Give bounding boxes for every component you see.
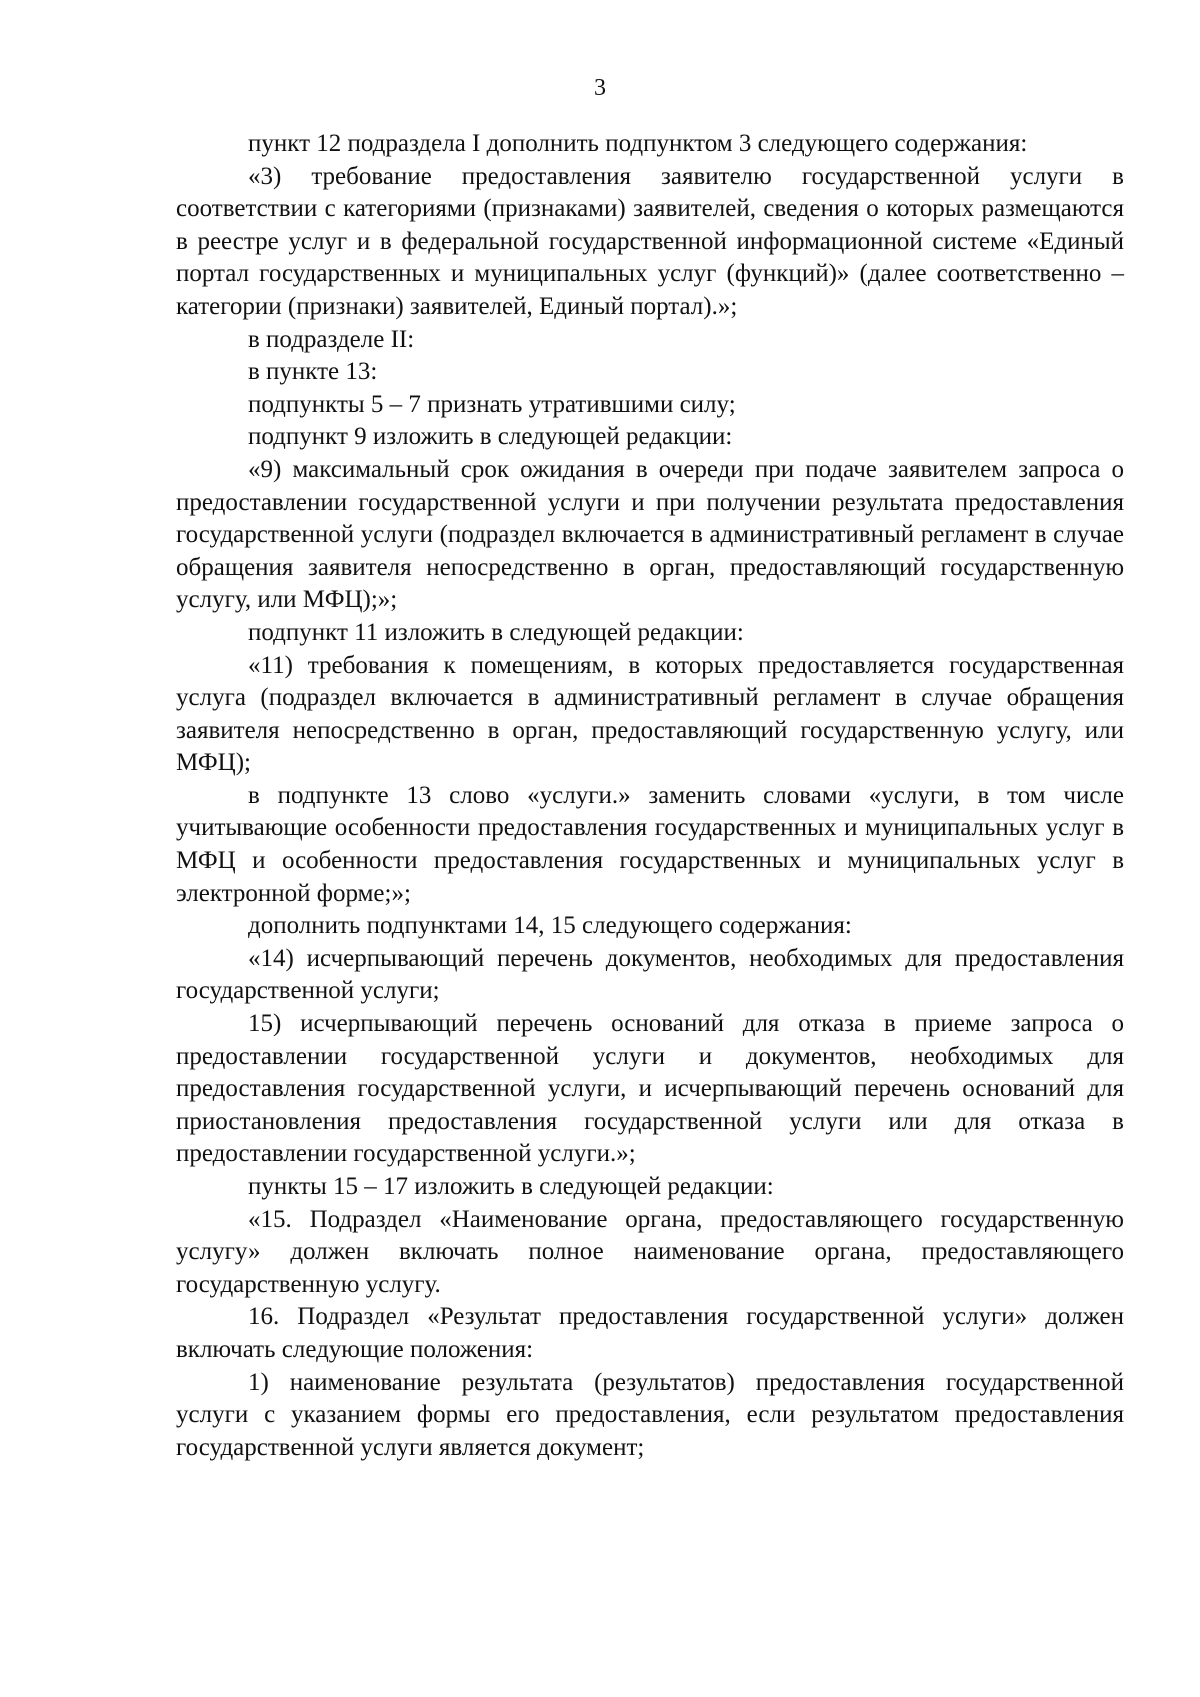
- paragraph-9: «11) требования к помещениям, в которых предоставляется государственная услуга (подраздел включается в административный регламент в случае обращения заявителя непосредственно в орган, предоставляющий государственную услугу, или МФЦ);: [176, 651, 1124, 777]
- paragraph-14: пункты 15 – 17 изложить в следующей редакции:: [248, 1173, 774, 1200]
- paragraph-11: дополнить подпунктами 14, 15 следующего содержания:: [248, 912, 852, 940]
- paragraph-5: подпункты 5 – 7 признать утратившими силу;: [248, 390, 736, 418]
- paragraph-10: в подпункте 13 слово «услуги.» заменить словами «услуги, в том числе учитывающие особенности предоставления государственных и муниципальных услуг в МФЦ и особенности предоставления государственных и муниципальных услуг в электронной форме;»;: [176, 781, 1124, 907]
- document-body: [176, 128, 1124, 1464]
- paragraph-15: «15. Подраздел «Наименование органа, предоставляющего государственную услугу» должен включать полное наименование органа, предоставляющего государственную услугу.: [176, 1205, 1124, 1298]
- page-number: 3: [594, 75, 606, 101]
- paragraph-7: «9) максимальный срок ожидания в очереди при подаче заявителем запроса о предоставлении государственной услуги и при получении результата предоставления государственной услуги (подраздел включается в административный регламент в случае обращения заявителя непосредственно в орган, предоставляющий государственную услугу, или МФЦ);»;: [176, 455, 1124, 614]
- paragraph-17: 1) наименование результата (результатов) предоставления государственной услуги с указанием формы его предоставления, если результатом предоставления государственной услуги является документ;: [176, 1368, 1124, 1461]
- paragraph-16: 16. Подраздел «Результат предоставления государственной услуги» должен включать следующие положения:: [176, 1303, 1124, 1363]
- paragraph-1: пункт 12 подраздела I дополнить подпунктом 3 следующего содержания:: [248, 130, 1028, 157]
- paragraph-6: подпункт 9 изложить в следующей редакции:: [248, 423, 733, 451]
- paragraph-8: подпункт 11 изложить в следующей редакции:: [248, 618, 744, 646]
- paragraph-2: «3) требование предоставления заявителю государственной услуги в соответствии с категориями (признаками) заявителей, сведения о которых размещаются в реестре услуг и в федеральной государственной информационной системе «Единый портал государственных и муниципальных услуг (функций)» (далее соответственно – категории (признаки) заявителей, Единый портал).»;: [176, 162, 1124, 320]
- paragraph-4: в пункте 13:: [248, 358, 378, 386]
- paragraph-13: 15) исчерпывающий перечень оснований для отказа в приеме запроса о предоставлении государственной услуги и документов, необходимых для предоставления государственной услуги, и исчерпывающий перечень оснований для приостановления предоставления государственной услуги или для отказа в предоставлении государственной услуги.»;: [176, 1010, 1124, 1168]
- paragraph-3: в подразделе II:: [248, 325, 415, 353]
- paragraph-12: «14) исчерпывающий перечень документов, необходимых для предоставления государственной услуги;: [176, 944, 1124, 1005]
